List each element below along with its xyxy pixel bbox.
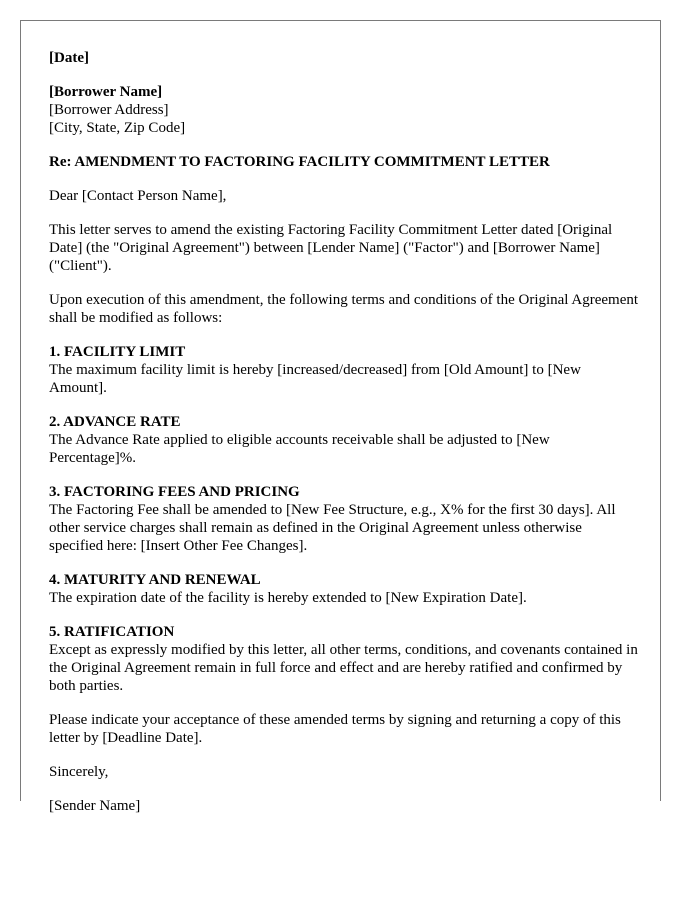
section-body: The expiration date of the facility is hereby extended to [New Expiration Date]. <box>49 590 527 606</box>
section-advance-rate <box>49 413 639 467</box>
city-state-zip: [City, State, Zip Code] <box>49 120 186 136</box>
section-title: 4. MATURITY AND RENEWAL <box>49 572 261 588</box>
section-body: The Advance Rate applied to eligible accounts receivable shall be adjusted to [New Percentage]%. <box>49 432 550 466</box>
borrower-address: [Borrower Address] <box>49 102 169 118</box>
subject-line: Re: AMENDMENT TO FACTORING FACILITY COMMITMENT LETTER <box>49 154 550 170</box>
salutation: Dear [Contact Person Name], <box>49 188 227 204</box>
borrower-name: [Borrower Name] <box>49 84 163 100</box>
section-title: 1. FACILITY LIMIT <box>49 344 186 360</box>
letter-date: [Date] <box>49 50 89 66</box>
intro-paragraph: This letter serves to amend the existing Factoring Facility Commitment Letter dated [Original Date] (the "Original Agreement") between [Lender Name] ("Factor") and [Borrower Name] ("Client"). <box>49 222 613 274</box>
letter-content <box>49 49 639 831</box>
section-title: 2. ADVANCE RATE <box>49 414 181 430</box>
preamble-paragraph: Upon execution of this amendment, the following terms and conditions of the Original Agreement shall be modified as follows: <box>49 292 639 326</box>
section-body: The Factoring Fee shall be amended to [New Fee Structure, e.g., X% for the first 30 days]. All other service charges shall remain as defined in the Original Agreement unless otherwise specified here: [Insert Other Fee Changes]. <box>49 502 616 554</box>
letter-page <box>20 20 661 814</box>
section-title: 3. FACTORING FEES AND PRICING <box>49 484 300 500</box>
section-facility-limit <box>49 343 639 397</box>
section-ratification <box>49 623 639 695</box>
section-body: Except as expressly modified by this letter, all other terms, conditions, and covenants contained in the Original Agreement remain in full force and effect and are hereby ratified and confirmed by both parties. <box>49 642 638 694</box>
signoff: Sincerely, <box>49 764 109 780</box>
section-body: The maximum facility limit is hereby [increased/decreased] from [Old Amount] to [New Amount]. <box>49 362 581 396</box>
section-title: 5. RATIFICATION <box>49 624 175 640</box>
signer-name: [Sender Name] <box>49 798 141 814</box>
closing-request: Please indicate your acceptance of these amended terms by signing and returning a copy of this letter by [Deadline Date]. <box>49 712 621 746</box>
section-fees-pricing <box>49 483 639 555</box>
recipient-block <box>49 83 639 137</box>
section-maturity-renewal <box>49 571 639 607</box>
